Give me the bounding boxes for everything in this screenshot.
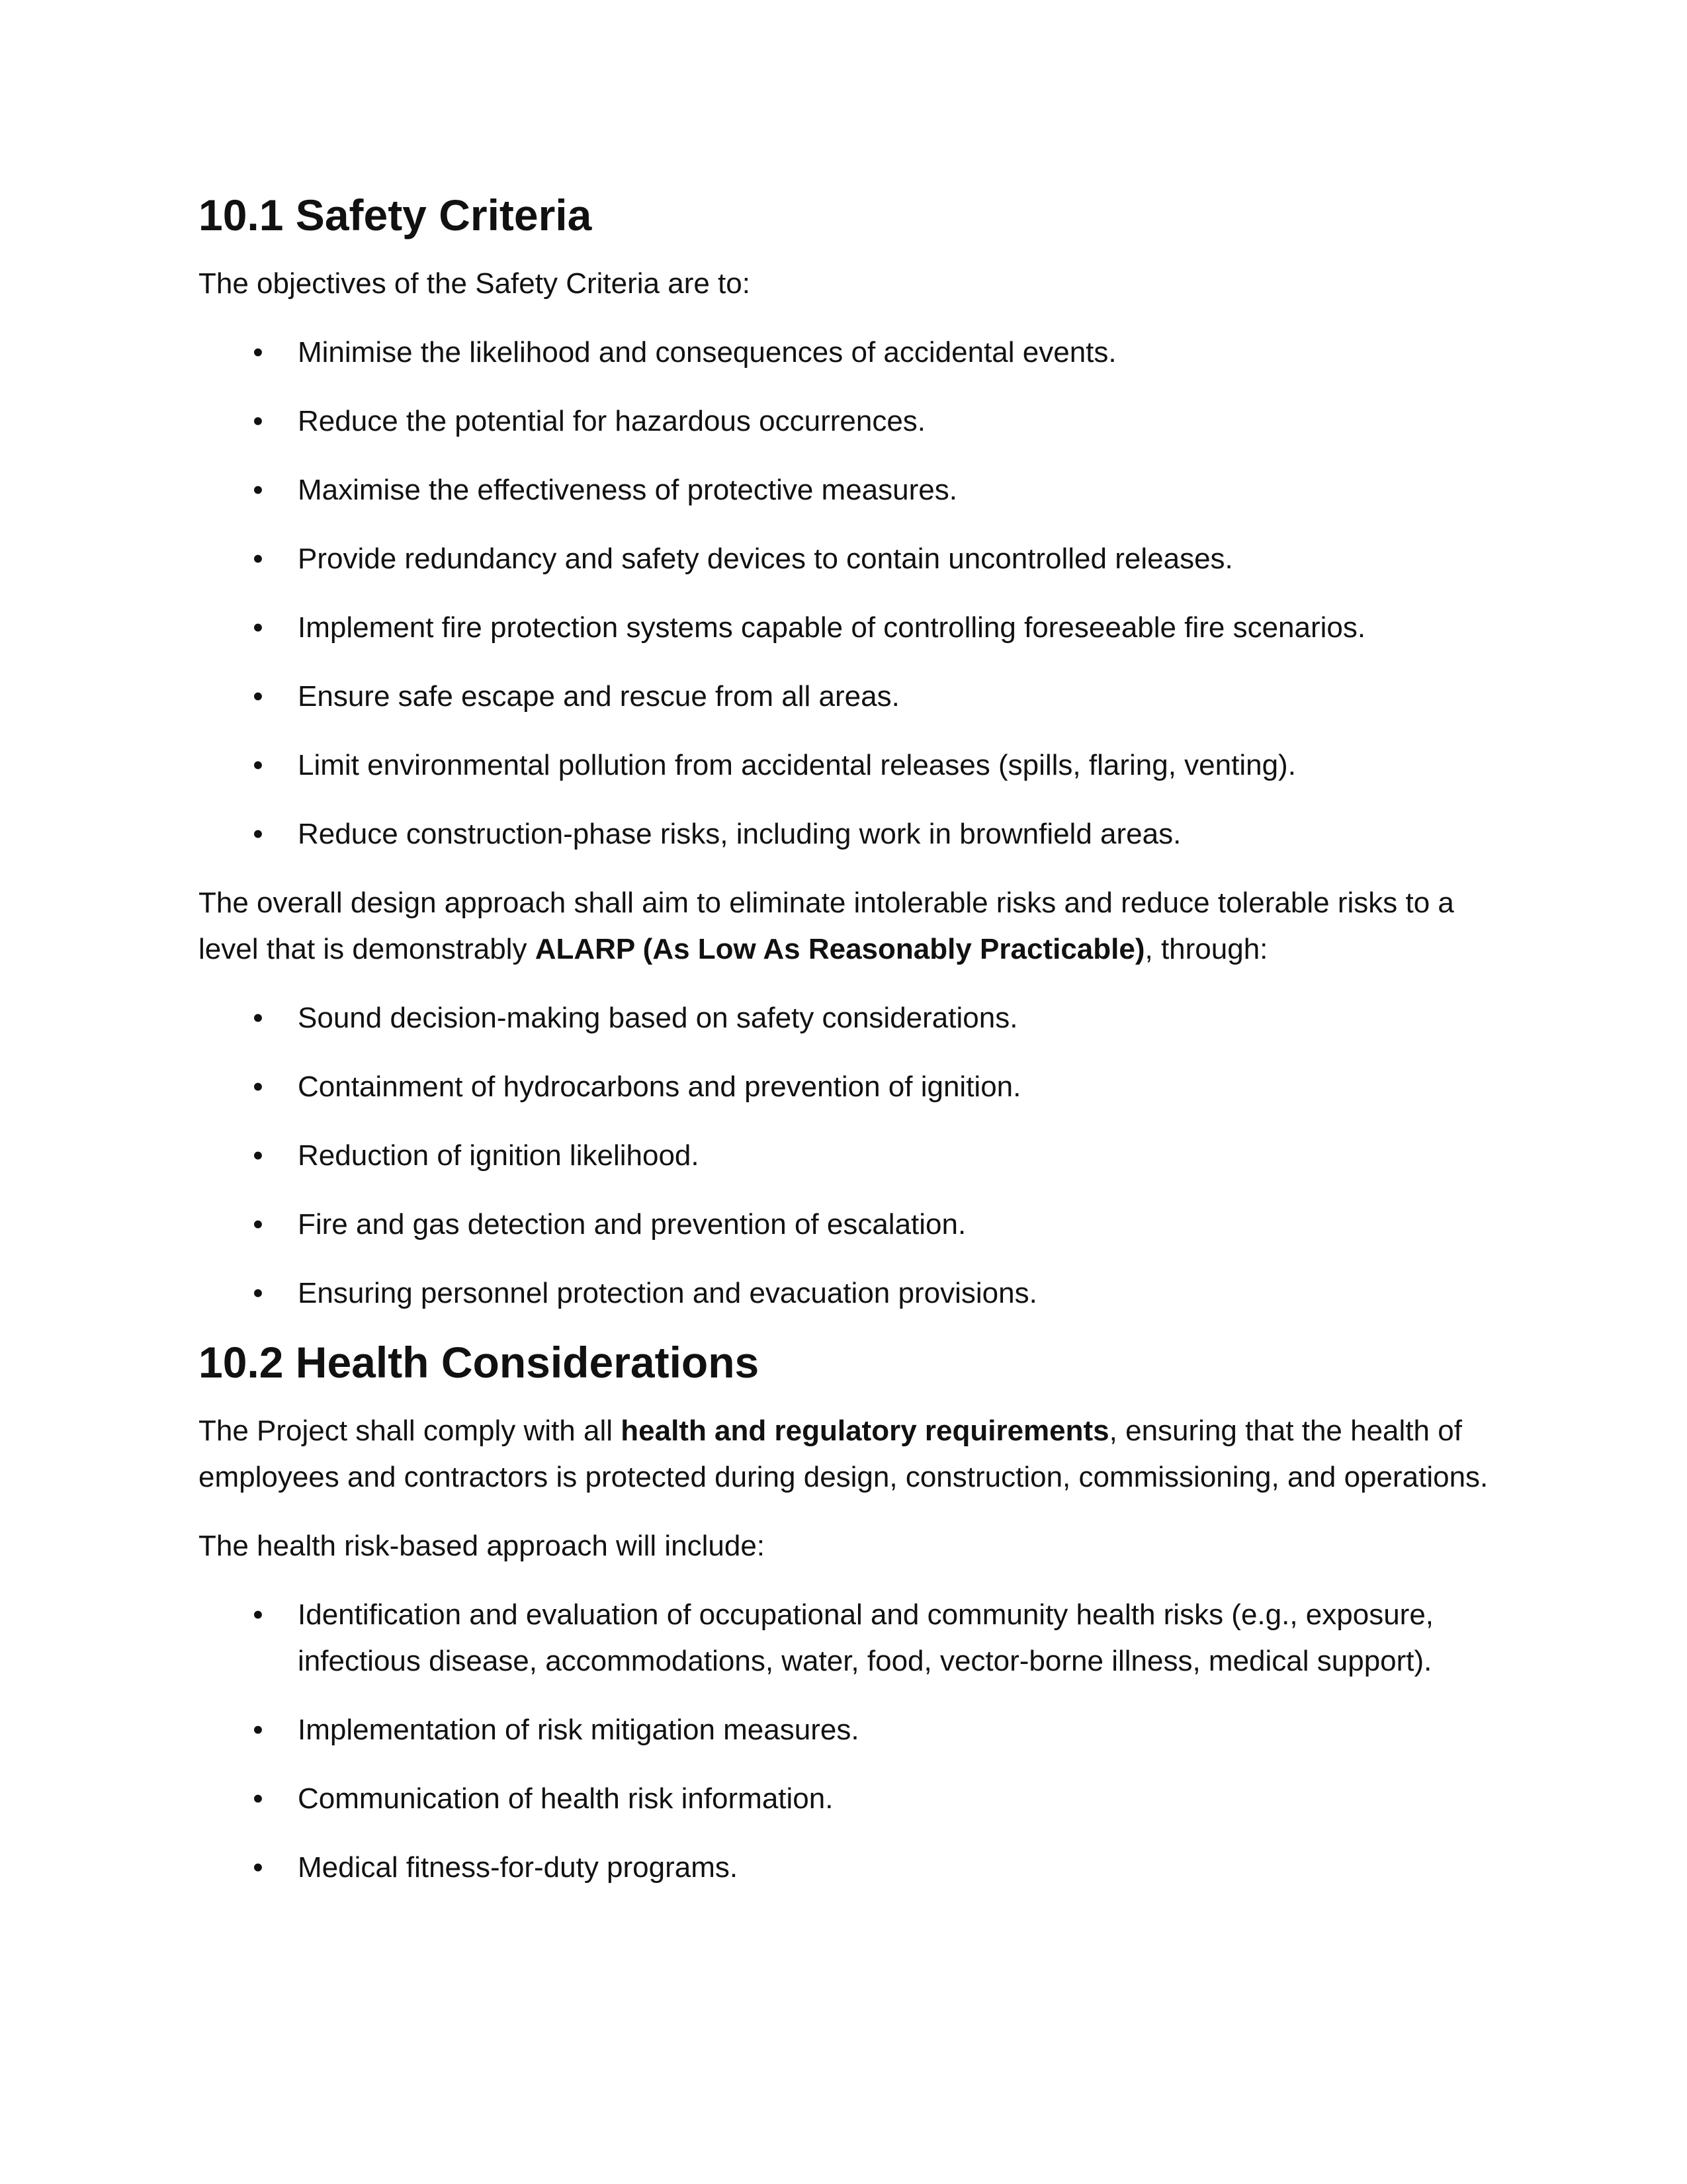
list-item: • Ensure safe escape and rescue from all areas. <box>198 674 1495 720</box>
list-item: • Fire and gas detection and prevention of escalation. <box>198 1201 1495 1248</box>
bullet-icon: • <box>253 611 263 644</box>
document-page <box>198 192 1495 1891</box>
list-item: • Containment of hydrocarbons and prevention of ignition. <box>198 1064 1495 1110</box>
list-item: • Identification and evaluation of occupational and community health risks (e.g., exposure, infectious disease, accommodations, water, food, vector-borne illness, medical support). <box>198 1592 1495 1684</box>
bullet-icon: • <box>253 1782 263 1815</box>
bullet-icon: • <box>253 749 263 781</box>
bullet-icon: • <box>253 1208 263 1241</box>
bullet-icon: • <box>253 1277 263 1309</box>
list-item: • Communication of health risk information. <box>198 1776 1495 1822</box>
list-item: • Implement fire protection systems capable of controlling foreseeable fire scenarios. <box>198 605 1495 651</box>
design-approach-list <box>198 995 1495 1317</box>
section-heading-safety-criteria: 10.1 Safety Criteria <box>198 191 592 240</box>
bullet-icon: • <box>253 680 263 713</box>
health-approach-intro: The health risk-based approach will include: <box>198 1530 765 1562</box>
bullet-icon: • <box>253 1598 263 1631</box>
list-item: • Medical fitness-for-duty programs. <box>198 1845 1495 1891</box>
bullet-icon: • <box>253 1851 263 1884</box>
list-item: • Sound decision-making based on safety considerations. <box>198 995 1495 1041</box>
list-item: • Minimise the likelihood and consequences of accidental events. <box>198 329 1495 376</box>
list-item: • Limit environmental pollution from accidental releases (spills, flaring, venting). <box>198 742 1495 789</box>
list-item: • Provide redundancy and safety devices to contain uncontrolled releases. <box>198 536 1495 582</box>
bullet-icon: • <box>253 336 263 369</box>
bullet-icon: • <box>253 1714 263 1746</box>
list-item: • Reduce construction-phase risks, including work in brownfield areas. <box>198 811 1495 857</box>
bullet-icon: • <box>253 818 263 850</box>
alarp-term: ALARP (As Low As Reasonably Practicable) <box>535 933 1145 965</box>
safety-objectives-list <box>198 329 1495 857</box>
list-item: • Maximise the effectiveness of protective measures. <box>198 467 1495 513</box>
health-requirements-term: health and regulatory requirements <box>621 1415 1109 1447</box>
bullet-icon: • <box>253 1070 263 1103</box>
safety-criteria-intro: The objectives of the Safety Criteria are to: <box>198 267 750 300</box>
bullet-icon: • <box>253 1139 263 1172</box>
list-item: • Reduction of ignition likelihood. <box>198 1133 1495 1179</box>
list-item: • Reduce the potential for hazardous occurrences. <box>198 398 1495 445</box>
bullet-icon: • <box>253 543 263 575</box>
health-approach-list <box>198 1592 1495 1891</box>
list-item: • Implementation of risk mitigation measures. <box>198 1707 1495 1753</box>
list-item: • Ensuring personnel protection and evacuation provisions. <box>198 1270 1495 1317</box>
section-heading-health-considerations: 10.2 Health Considerations <box>198 1338 759 1387</box>
bullet-icon: • <box>253 405 263 437</box>
bullet-icon: • <box>253 1002 263 1034</box>
design-approach-paragraph: The overall design approach shall aim to eliminate intolerable risks and reduce tolerable risks to a level that is demonstrably ALARP (As Low As Reasonably Practicable), through: <box>198 887 1454 965</box>
bullet-icon: • <box>253 474 263 506</box>
health-compliance-paragraph: The Project shall comply with all health and regulatory requirements, ensuring that the health of employees and contractors is protected during design, construction, commissioning, and operations. <box>198 1415 1489 1493</box>
